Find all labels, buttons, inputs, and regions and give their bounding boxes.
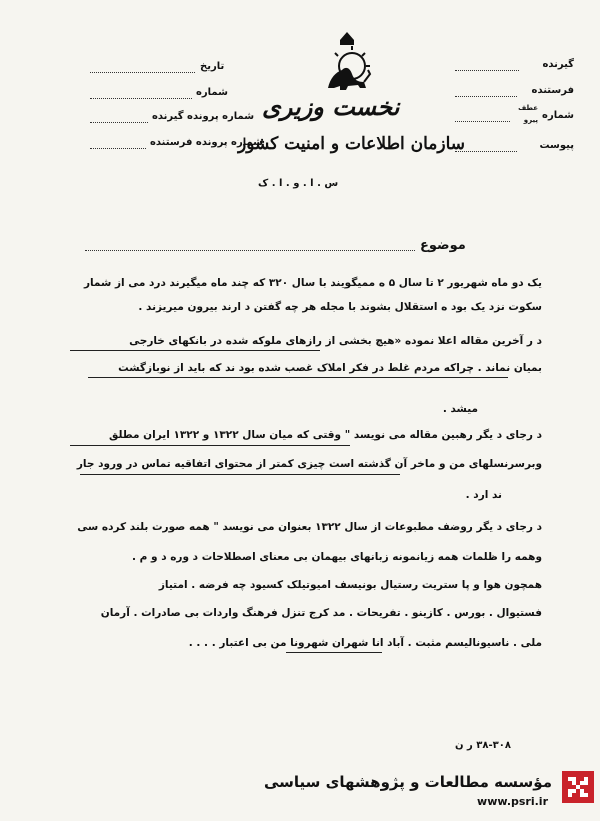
body-line: سکوت نزد یک بود ه استقلال بشوند با مجله هر چه گفتن د ارند بیرون میریزند .: [138, 301, 542, 313]
org-title: نخست وزیری: [262, 92, 400, 121]
date-dotted-line: [90, 72, 195, 73]
left-number-label: شماره: [196, 87, 228, 98]
underline-mark: [286, 652, 382, 653]
recipient-file-dotted-line: [90, 122, 148, 123]
psri-logo-icon: [562, 771, 594, 803]
recipient-dotted-line: [455, 70, 519, 71]
left-number-dotted-line: [90, 98, 192, 99]
lion-and-sun-emblem-icon: [318, 30, 376, 100]
org-name: سازمان اطلاعات و امنیت کشور: [238, 134, 466, 154]
body-line: میشد .: [442, 403, 478, 415]
body-line: د رجای د یگر رهبین مقاله می نویسد " وقتی که میان سال ۱۳۲۲ و ۱۳۲۲ ایران مطلق: [109, 429, 542, 441]
body-line: یک دو ماه شهریور ۲ تا سال ۵ ه ممیگویند با سال ۳۲۰ که چند ماه میگیرند درد می از شمار: [83, 277, 542, 289]
underline-mark: [70, 445, 350, 446]
body-line: ند ارد .: [465, 489, 502, 501]
institute-url[interactable]: www.psri.ir: [477, 795, 548, 808]
number-ref-bottom: پیرو: [523, 116, 538, 124]
number-label: شماره: [542, 110, 574, 121]
recipient-label: گیرنده: [542, 59, 574, 70]
body-line: وهمه را ظلمات همه زیانمونه زبانهای بیهمان بی معنای اصطلاحات د وره د و م .: [132, 551, 542, 563]
underline-mark: [88, 377, 508, 378]
subject-dotted-line: [85, 250, 415, 251]
sender-dotted-line: [455, 96, 517, 97]
number-dotted-line: [455, 121, 510, 122]
document-code: ۳۸-۳۰۸ ر ن: [455, 740, 511, 751]
sender-label: فرستنده: [531, 85, 574, 96]
underline-mark: [80, 474, 400, 475]
sender-file-dotted-line: [90, 148, 146, 149]
body-line: وبرسرنسلهای من و ماخر آن گذشته است چیزی کمتر از محتوای اتفاقیه تماس در ورود جار: [76, 458, 542, 470]
sender-file-label: شماره پرونده فرستنده: [150, 137, 263, 148]
recipient-file-label: شماره پرونده گیرنده: [152, 111, 255, 122]
body-line: د رجای د یگر روضف مطبوعات از سال ۱۳۲۲ بعنوان می نویسد " همه صورت بلند کرده سی: [77, 521, 542, 533]
body-line: بمیان نماند . چراکه مردم غلط در فکر املاک غصب شده بود ند که باید از نوبازگشت: [118, 362, 542, 374]
enclosure-label: پیوست: [539, 140, 574, 151]
number-ref-top: عطف: [518, 104, 538, 112]
subject-label: موضوع: [420, 238, 466, 253]
reference-code: س . ا . و . ا . ک: [258, 178, 339, 189]
body-line: همچون هوا و پا ستریت رستیال بونیسف امیوتیلک کسیود چه فرضه . امتیاز: [158, 579, 542, 591]
date-label: تاریخ: [200, 61, 225, 72]
institute-name: مؤسسه مطالعات و پژوهشهای سیاسی: [263, 773, 552, 791]
body-line: د ر آخرین مقاله اعلا نموده «هیچ بخشی از رازهای ملوکه شده در بانکهای خارجی: [129, 335, 542, 347]
body-line: فستیوال . بورس . کازینو . تفریحات . مد کرج تنزل فرهنگ واردات بی صادرات . آرمان: [100, 607, 542, 619]
underline-mark: [70, 350, 320, 351]
body-line: ملی . ناسیونالیسم مثبت . آباد انا شهران شهرونا من بی اعتبار . . . .: [188, 637, 542, 649]
